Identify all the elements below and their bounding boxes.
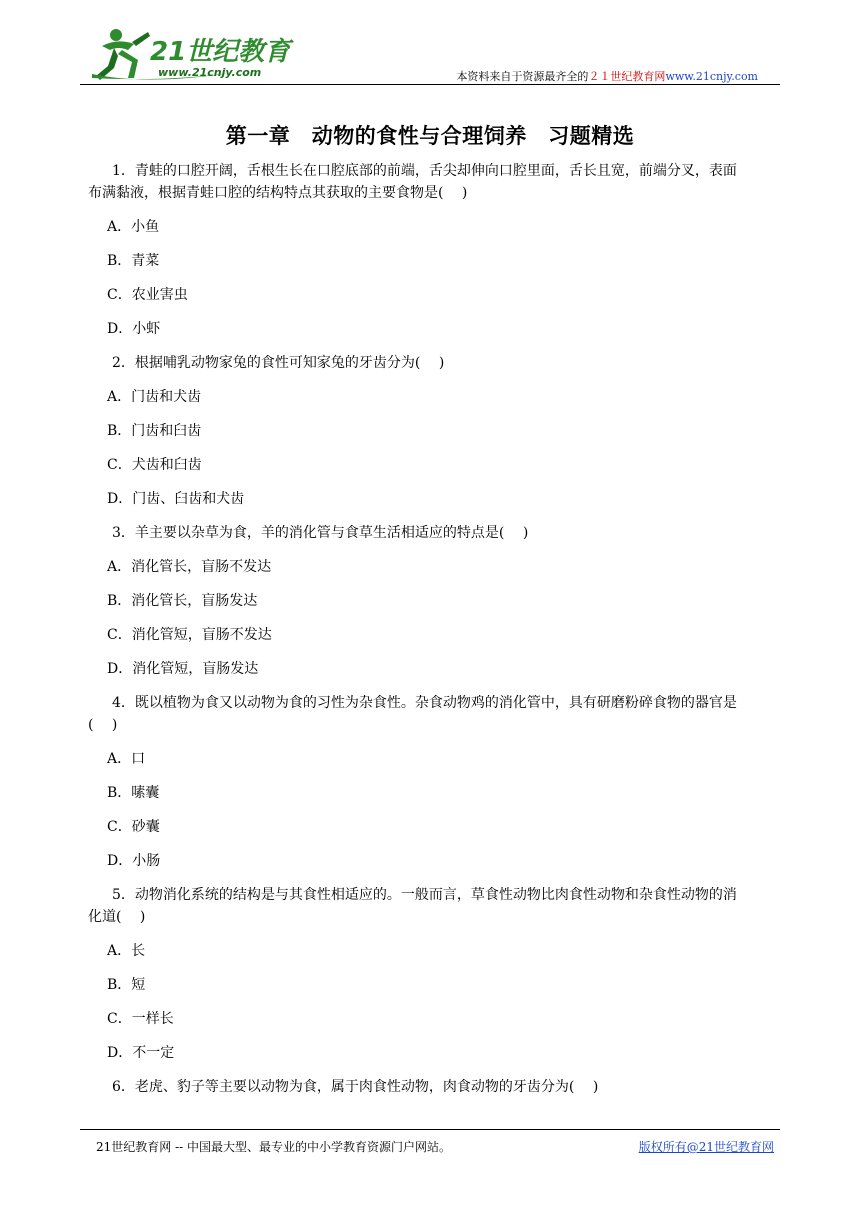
page-header bbox=[80, 24, 780, 86]
footer-copyright-link[interactable]: 版权所有@21世纪教育网 bbox=[638, 1140, 774, 1154]
answer-option: C．一样长 bbox=[107, 1011, 174, 1027]
question-stem-continued: 化道( ) bbox=[88, 909, 146, 925]
question-5 bbox=[88, 884, 780, 1070]
question-stem-continued: 布满黏液，根据青蛙口腔的结构特点其获取的主要食物是( ) bbox=[88, 185, 468, 201]
logo-url-text: www.21cnjy.com bbox=[158, 66, 262, 79]
question-6 bbox=[88, 1076, 780, 1098]
question-4 bbox=[88, 692, 780, 878]
question-1 bbox=[88, 160, 780, 346]
answer-option: A．口 bbox=[107, 751, 146, 767]
answer-option: B．嗉囊 bbox=[107, 785, 160, 801]
note-url-link[interactable]: www.21cnjy.com bbox=[665, 70, 758, 83]
question-stem: 1．青蛙的口腔开阔，舌根生长在口腔底部的前端，舌尖却伸向口腔里面，舌长且宽，前端分叉，表面 bbox=[112, 163, 737, 179]
answer-option: D．不一定 bbox=[107, 1045, 175, 1061]
question-stem: 6．老虎、豹子等主要以动物为食，属于肉食性动物，肉食动物的牙齿分为( ) bbox=[112, 1079, 599, 1095]
answer-option: A．小鱼 bbox=[107, 219, 160, 235]
question-stem: 5．动物消化系统的结构是与其食性相适应的。一般而言，草食性动物比肉食性动物和杂食性动物的消 bbox=[112, 887, 737, 903]
site-logo bbox=[88, 26, 318, 84]
answer-option: B．消化管长，盲肠发达 bbox=[107, 593, 258, 609]
question-list bbox=[88, 160, 780, 1098]
footer-site-description: 21世纪教育网 -- 中国最大型、最专业的中小学教育资源门户网站。 bbox=[96, 1140, 452, 1154]
question-stem-continued: ( ) bbox=[88, 717, 118, 733]
answer-option: A．长 bbox=[107, 943, 146, 959]
question-2 bbox=[88, 352, 780, 516]
answer-option: B．短 bbox=[107, 977, 146, 993]
question-stem: 4．既以植物为食又以动物为食的习性为杂食性。杂食动物鸡的消化管中，具有研磨粉碎食物的器官是 bbox=[112, 695, 737, 711]
question-stem: 3．羊主要以杂草为食，羊的消化管与食草生活相适应的特点是( ) bbox=[112, 525, 529, 541]
answer-option: D．小肠 bbox=[107, 853, 161, 869]
question-3 bbox=[88, 522, 780, 686]
answer-option: B．青菜 bbox=[107, 253, 160, 269]
header-source-note bbox=[456, 68, 758, 84]
page-title: 第一章 动物的食性与合理饲养 习题精选 bbox=[225, 124, 635, 148]
answer-option: A．消化管长，盲肠不发达 bbox=[107, 559, 272, 575]
answer-option: D．消化管短，盲肠发达 bbox=[107, 661, 259, 677]
footer-divider bbox=[80, 1129, 780, 1130]
note-prefix: 本资料来自于资源最齐全的 bbox=[456, 70, 589, 83]
answer-option: D．门齿、臼齿和犬齿 bbox=[107, 491, 245, 507]
answer-option: C．农业害虫 bbox=[107, 287, 188, 303]
question-stem: 2．根据哺乳动物家兔的食性可知家兔的牙齿分为( ) bbox=[112, 355, 445, 371]
answer-option: C．犬齿和臼齿 bbox=[107, 457, 202, 473]
answer-option: B．门齿和臼齿 bbox=[107, 423, 202, 439]
answer-option: A．门齿和犬齿 bbox=[107, 389, 202, 405]
answer-option: C．砂囊 bbox=[107, 819, 160, 835]
answer-option: D．小虾 bbox=[107, 321, 161, 337]
logo-text: 21世纪教育 bbox=[150, 37, 291, 67]
answer-option: C．消化管短，盲肠不发达 bbox=[107, 627, 272, 643]
header-divider bbox=[80, 84, 780, 85]
running-figure-logo-icon bbox=[88, 26, 318, 84]
note-highlight: ２１世纪教育网 bbox=[588, 70, 666, 83]
